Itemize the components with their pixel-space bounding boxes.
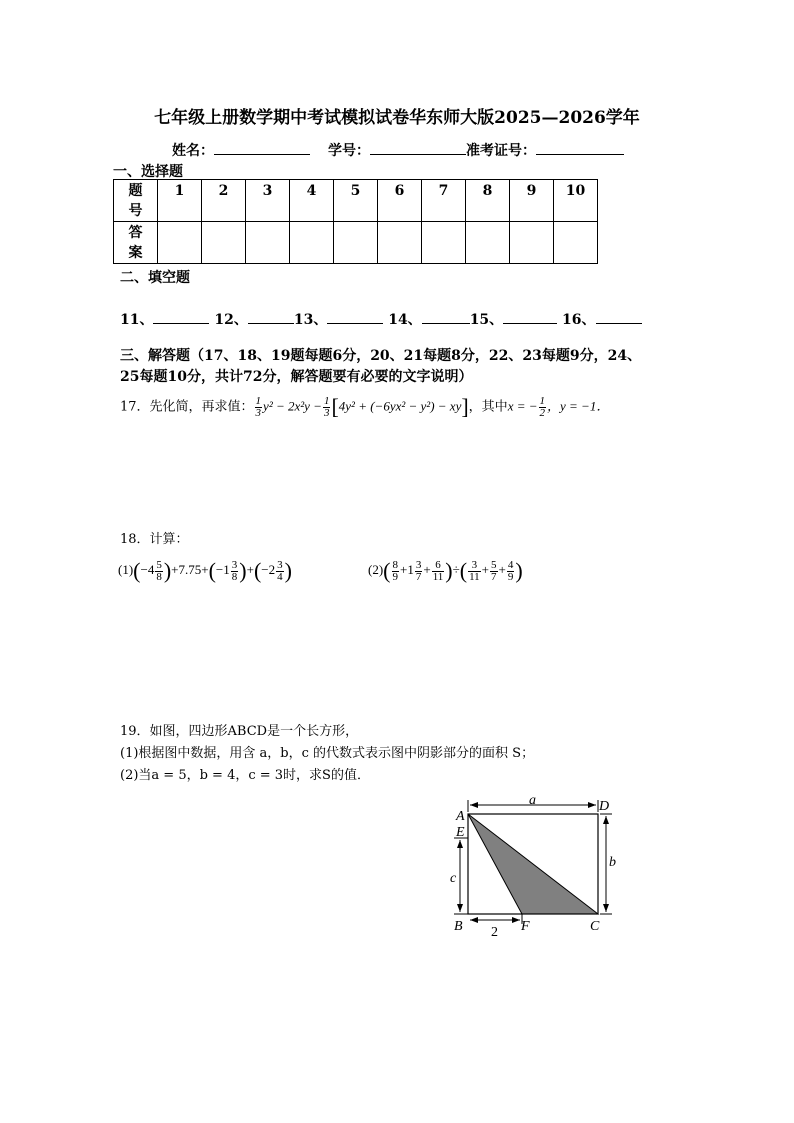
frac-one-third: $\frac{1}{3}$: [255, 394, 262, 419]
question-18-label: 18．计算：: [120, 532, 189, 547]
question-number-cell: 4: [290, 180, 334, 222]
row-label-answer: 答 案: [114, 222, 158, 264]
label-c-point: C: [590, 919, 600, 934]
question-number-cell: 3: [246, 180, 290, 222]
answer-cell[interactable]: [554, 222, 598, 264]
fill-blank-12[interactable]: [248, 309, 294, 324]
answer-cell[interactable]: [246, 222, 290, 264]
label-e-point: E: [456, 825, 465, 840]
question-number-cell: 8: [466, 180, 510, 222]
section-solve-heading-line2: 25每题10分，共计72分，解答题要有必要的文字说明）: [120, 369, 473, 385]
question-17: 17．先化简，再求值： $\frac{1}{3}$ y² − 2x²y − $\frac{1}{3}$ [4y² + (−6yx² − y²) − xy]，其中x = − $\frac{1}{2}$ ，y = −1．: [120, 394, 610, 419]
fill-label-13: 13、: [293, 312, 328, 328]
question-19-line1: 19．如图，四边形ABCD是一个长方形，: [120, 724, 359, 739]
fill-label-15: 15、: [469, 312, 504, 328]
frac-one-half: $\frac{1}{2}$: [539, 394, 546, 419]
frac-one-third: $\frac{1}{3}$: [323, 394, 330, 419]
answer-cell[interactable]: [378, 222, 422, 264]
fill-blank-16[interactable]: [596, 309, 642, 324]
label-length-2: 2: [491, 925, 498, 940]
fill-blank-15[interactable]: [503, 309, 557, 324]
fill-label-16: 16、: [562, 312, 596, 328]
answer-cell[interactable]: [334, 222, 378, 264]
question-number-cell: 10: [554, 180, 598, 222]
q17-mid: ，其中: [468, 399, 508, 415]
question-number-cell: 6: [378, 180, 422, 222]
answer-cell[interactable]: [290, 222, 334, 264]
fill-blanks-line: [120, 309, 642, 329]
answer-cell[interactable]: [466, 222, 510, 264]
fill-blank-14[interactable]: [422, 309, 470, 324]
answer-cell[interactable]: [158, 222, 202, 264]
question-19-line2: (1)根据图中数据，用含 a，b，c 的代数式表示图中阴影部分的面积 S；: [120, 746, 535, 761]
q17-cond-y: ，y = −1．: [547, 398, 610, 414]
question-number-cell: 9: [510, 180, 554, 222]
label-length-b: b: [609, 855, 616, 870]
fill-label-14: 14、: [388, 312, 422, 328]
row-label-number: 题 号: [114, 180, 158, 222]
fill-label-11: 11、: [120, 312, 154, 328]
question-number-cell: 1: [158, 180, 202, 222]
name-blank[interactable]: [214, 140, 310, 155]
page-title: 七年级上册数学期中考试模拟试卷华东师大版2025—2026学年: [154, 108, 640, 128]
fill-label-12: 12、: [214, 312, 248, 328]
question-number-cell: 2: [202, 180, 246, 222]
shaded-triangle: [468, 814, 598, 914]
exam-no-blank[interactable]: [536, 140, 624, 155]
question-19-line3: (2)当a = 5，b = 4，c = 3时，求S的值．: [120, 768, 370, 783]
answer-cell[interactable]: [422, 222, 466, 264]
exam-no-label: 准考证号：: [466, 143, 536, 159]
q17-prefix: 17．先化简，再求值：: [120, 399, 254, 415]
label-f-point: F: [521, 919, 530, 934]
student-no-label: 学号：: [328, 143, 370, 159]
question-number-cell: 7: [422, 180, 466, 222]
student-info-line: [172, 140, 624, 160]
q17-expr-part2: 4y² + (−6yx² − y²) − xy: [338, 398, 462, 414]
q17-cond-x: x = −: [507, 398, 538, 414]
label-length-c: c: [450, 871, 457, 886]
name-label: 姓名：: [172, 143, 214, 159]
fill-blank-13[interactable]: [327, 309, 383, 324]
rectangle-figure: [440, 790, 630, 940]
question-18-part2: (2)( $\frac{8}{9}$ +1 $\frac{3}{7}$ + $\frac{6}{11}$ )÷( $\frac{3}{11}$ + $\frac{5}{7}$ + $\frac{4}{9}$ ): [368, 558, 523, 583]
answer-cell[interactable]: [510, 222, 554, 264]
section-choice-heading: 一、选择题: [113, 164, 183, 180]
label-d-point: D: [599, 799, 610, 814]
question-number-cell: 5: [334, 180, 378, 222]
answer-table: [113, 179, 598, 264]
section-fill-heading: 二、填空题: [120, 270, 190, 286]
label-a-point: A: [456, 809, 465, 824]
section-solve-heading-line1: 三、解答题（17、18、19题每题6分，20、21每题8分，22、23每题9分，24、: [120, 348, 642, 364]
fill-blank-11[interactable]: [153, 309, 209, 324]
question-18-part1: (1)(−4 $\frac{5}{8}$ )+7.75+(−1 $\frac{3}{8}$ )+(−2 $\frac{3}{4}$ ): [118, 558, 292, 583]
answer-cell[interactable]: [202, 222, 246, 264]
student-no-blank[interactable]: [370, 140, 466, 155]
label-length-a: a: [529, 793, 536, 808]
q17-expr-part1: y² − 2x²y −: [263, 398, 322, 414]
label-b-point: B: [454, 919, 463, 934]
